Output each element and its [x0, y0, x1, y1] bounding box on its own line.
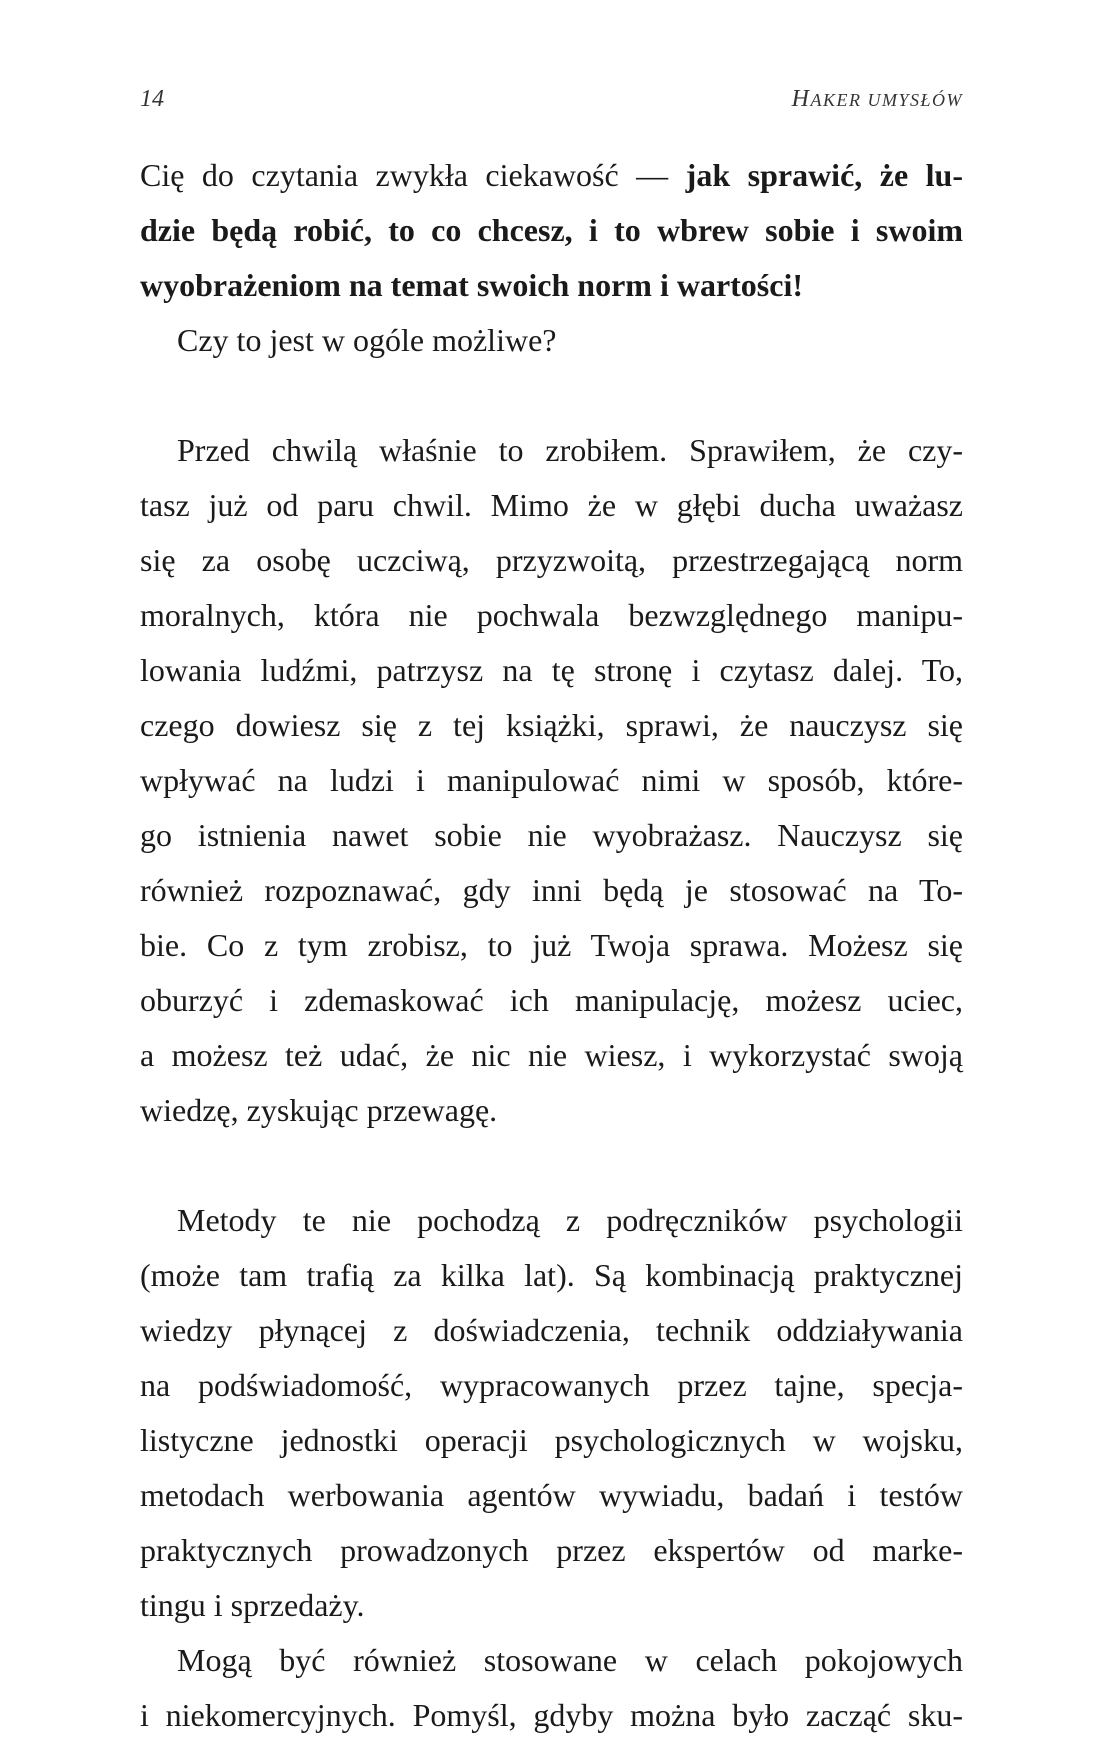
text-line: czego dowiesz się z tej książki, sprawi, że nauczysz się	[140, 707, 963, 743]
book-title-initial: H	[791, 86, 811, 112]
text-line: listyczne jednostki operacji psychologicznych w wojsku,	[140, 1422, 963, 1458]
text-line: metodach werbowania agentów wywiadu, badań i testów	[140, 1477, 963, 1513]
text-line: praktycznych prowadzonych przez ekspertów od marke-	[140, 1532, 963, 1568]
text-line: wiedzę, zyskując przewagę.	[140, 1092, 498, 1128]
text-line: Mogą być również stosowane w celach pokojowych	[177, 1642, 963, 1678]
text-line: Metody te nie pochodzą z podręczników psychologii	[177, 1202, 963, 1238]
text-line: się za osobę uczciwą, przyzwoitą, przestrzegającą norm	[140, 542, 963, 578]
text-line: na podświadomość, wypracowanych przez tajne, specja-	[140, 1367, 963, 1403]
paragraph-gap	[140, 368, 963, 423]
text-line: (może tam trafią za kilka lat). Są kombinacją praktycznej	[140, 1257, 963, 1293]
text-line: Czy to jest w ogóle możliwe?	[177, 322, 557, 358]
book-title-rest: AKER UMYSŁÓW	[810, 90, 963, 110]
text-line: bie. Co z tym zrobisz, to już Twoja sprawa. Możesz się	[140, 927, 963, 963]
text-line: wyobrażeniom na temat swoich norm i wartości!	[140, 267, 803, 303]
text-line: go istnienia nawet sobie nie wyobrażasz. Nauczysz się	[140, 817, 963, 853]
text-line: oburzyć i zdemaskować ich manipulację, możesz uciec,	[140, 982, 963, 1018]
text-line: również rozpoznawać, gdy inni będą je stosować na To-	[140, 872, 963, 908]
text-line: wiedzy płynącej z doświadczenia, technik oddziaływania	[140, 1312, 963, 1348]
running-head	[140, 84, 963, 114]
text-line: i niekomercyjnych. Pomyśl, gdyby można było zacząć sku-	[140, 1697, 963, 1733]
text-line: Cię do czytania zwykła ciekawość — jak sprawić, że lu-	[140, 157, 964, 193]
text-line: lowania ludźmi, patrzysz na tę stronę i czytasz dalej. To,	[140, 652, 963, 688]
text-line: a możesz też udać, że nic nie wiesz, i wykorzystać swoją	[140, 1037, 963, 1073]
body-text	[140, 148, 963, 1743]
text-line: tingu i sprzedaży.	[140, 1587, 365, 1623]
page-number: 14	[140, 86, 164, 112]
text-line: Przed chwilą właśnie to zrobiłem. Sprawiłem, że czy-	[177, 432, 963, 468]
text-line: tasz już od paru chwil. Mimo że w głębi ducha uważasz	[140, 487, 963, 523]
book-title	[792, 84, 963, 115]
text-line: moralnych, która nie pochwala bezwzględnego manipu-	[140, 597, 963, 633]
text-line: dzie będą robić, to co chcesz, i to wbrew sobie i swoim	[140, 212, 963, 248]
paragraph-gap	[140, 1138, 963, 1193]
text-line: wpływać na ludzi i manipulować nimi w sposób, które-	[140, 762, 963, 798]
